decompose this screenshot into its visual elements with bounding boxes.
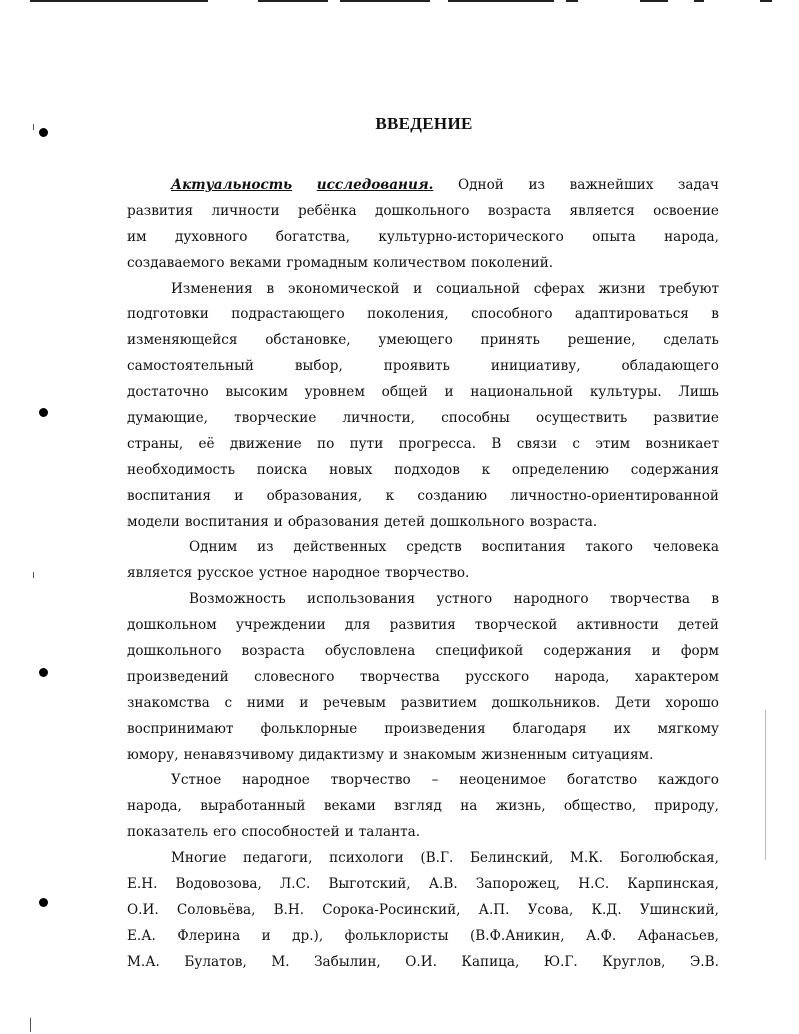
word: Водовозова, [175, 876, 262, 893]
word: Булатов, [184, 953, 247, 970]
word: речевым [323, 694, 386, 711]
word: активности [576, 617, 659, 634]
text-line [127, 846, 719, 872]
text-line [127, 380, 719, 406]
word: и [234, 487, 244, 504]
word: экономической [287, 280, 400, 297]
word: личностно-ориентированной [510, 487, 719, 504]
word: общей [381, 384, 428, 401]
text-line [127, 794, 719, 820]
word: модели [127, 513, 180, 530]
word: возникает [645, 435, 719, 452]
word: фольклористы [344, 927, 449, 944]
scan-artifact [30, 0, 208, 2]
text-line [127, 639, 719, 665]
word: творчества [359, 668, 440, 685]
text-line [127, 950, 719, 976]
word: пути [349, 435, 384, 452]
paragraph [127, 768, 719, 846]
word: Забылин, [314, 953, 381, 970]
word: дидактизму [299, 746, 384, 763]
text-line [127, 484, 719, 510]
word: О.И. [127, 901, 159, 918]
word: количеством [373, 254, 466, 271]
word: ситуациям. [571, 746, 654, 763]
word: произведений [127, 668, 229, 685]
text-line [127, 354, 719, 380]
word: М.А. [127, 953, 160, 970]
word: умеющего [378, 332, 453, 349]
word: Капица, [461, 953, 520, 970]
word: детей [677, 617, 719, 634]
word: Изменения [171, 280, 253, 297]
word: подходов [394, 461, 460, 478]
word: др.), [292, 927, 324, 944]
word: природу, [654, 798, 719, 815]
word: обладающего [621, 358, 719, 375]
word: осуществить [536, 410, 628, 427]
word: дошкольного [374, 202, 470, 219]
scan-artifact [340, 0, 430, 2]
text-line [127, 743, 719, 769]
word: поколения, [367, 306, 449, 323]
word: произведения [384, 720, 486, 737]
scan-artifact [566, 0, 578, 2]
word: изменяющейся [127, 332, 238, 349]
word: Н.С. [578, 876, 610, 893]
word: Лишь [678, 384, 719, 401]
word: Выготский, [328, 876, 411, 893]
word: В.Н. [273, 901, 305, 918]
word: его [212, 824, 237, 841]
word: социальной [435, 280, 521, 297]
word: веками [229, 254, 282, 271]
text-line [127, 432, 719, 458]
scan-artifact [258, 0, 328, 2]
word: культуры. [589, 384, 662, 401]
word: на [460, 798, 478, 815]
word: Флерина [177, 927, 241, 944]
word: русское [197, 565, 254, 582]
text-line [127, 328, 719, 354]
word: решение, [567, 332, 636, 349]
word: освоение [653, 202, 719, 219]
word: высоким [225, 384, 288, 401]
word: их [613, 720, 631, 737]
word: дошкольном [127, 617, 217, 634]
text-line [127, 277, 719, 303]
word: необходимость [127, 461, 236, 478]
word: сделать [663, 332, 719, 349]
word: ними [246, 694, 285, 711]
word: человека [652, 539, 719, 556]
word: форм [680, 643, 719, 660]
word: в [711, 306, 719, 323]
word: использования [307, 591, 416, 608]
word: культурно-исторического [378, 228, 564, 245]
word: показатель [127, 824, 208, 841]
paragraph [127, 535, 719, 587]
word: по [317, 435, 335, 452]
word: Э.В. [689, 953, 719, 970]
word: задач [678, 177, 719, 193]
word: такого [585, 539, 633, 556]
word: творчество [330, 772, 411, 789]
word: ребёнка [297, 202, 357, 219]
word: спецификой [435, 643, 524, 660]
word: громадным [286, 254, 369, 271]
word: неоценимое [459, 772, 547, 789]
word: самостоятельный [127, 358, 254, 375]
word: юмору, [127, 746, 179, 763]
scan-mark [33, 572, 34, 578]
word: взгляд [394, 798, 442, 815]
word: и [651, 643, 661, 660]
word: жизни [598, 280, 646, 297]
word: общество, [563, 798, 637, 815]
word: и [388, 746, 399, 763]
word: А.Ф. [585, 927, 617, 944]
word: сферах [533, 280, 585, 297]
punch-hole [39, 408, 48, 417]
word: Одной [458, 177, 504, 193]
word: Устное [171, 772, 222, 789]
word: думающие, [127, 410, 208, 427]
word: и [299, 694, 309, 711]
word: народное [242, 772, 310, 789]
word: устного [436, 591, 493, 608]
word: фольклорные [260, 720, 358, 737]
scan-artifact [760, 0, 772, 2]
word: (В.Г. [420, 850, 454, 867]
scan-artifact [640, 0, 668, 2]
word: психологи [329, 850, 404, 867]
text-line [127, 251, 719, 277]
word: народное [312, 565, 380, 582]
word: требуют [659, 280, 719, 297]
text-line [127, 872, 719, 898]
word: хорошо [665, 694, 719, 711]
word: детей [384, 513, 426, 530]
word: развитием [400, 694, 477, 711]
word: поколений. [470, 254, 554, 271]
paragraph [127, 173, 719, 277]
text-line [127, 173, 719, 199]
text-line [127, 768, 719, 794]
word: подготовки [127, 306, 209, 323]
word: выработанный [200, 798, 306, 815]
word: прогресса. [398, 435, 477, 452]
word: достаточно [127, 384, 209, 401]
word: веками [323, 798, 376, 815]
word: знакомым [403, 746, 477, 763]
word: Соловьёва, [176, 901, 256, 918]
word: М.К. [569, 850, 604, 867]
word: дошкольного [127, 643, 222, 660]
word: Круглов, [602, 953, 666, 970]
word: дошкольного [430, 513, 525, 530]
word: действенных [293, 539, 387, 556]
text-line [127, 458, 719, 484]
word: каждого [657, 772, 719, 789]
word: Сорока-Росинский, [322, 901, 461, 918]
word: дошкольников. [491, 694, 601, 711]
word: возраста. [529, 513, 598, 530]
word: Ю.Г. [543, 953, 578, 970]
word: Одним [189, 539, 238, 556]
word: и [273, 513, 283, 530]
word: (В.Ф.Аникин, [469, 927, 565, 944]
word: Е.А. [127, 927, 156, 944]
word: Афанасьев, [637, 927, 719, 944]
word: характером [634, 668, 719, 685]
word: созданию [417, 487, 488, 504]
word: Л.С. [279, 876, 311, 893]
word: принять [480, 332, 540, 349]
word: к [385, 487, 395, 504]
word: А.В. [428, 876, 458, 893]
scan-mark [30, 1018, 31, 1032]
word: инициативу, [490, 358, 581, 375]
word: и [444, 384, 454, 401]
text-line [127, 924, 719, 950]
word: важнейших [569, 177, 654, 193]
word: О.И. [405, 953, 437, 970]
word: содержания [543, 643, 632, 660]
text-line [127, 561, 719, 587]
word: и [261, 927, 271, 944]
word: Запорожец, [475, 876, 561, 893]
word: способны [441, 410, 510, 427]
word: учреждении [235, 617, 326, 634]
word: народного [513, 591, 589, 608]
word: А.П. [478, 901, 510, 918]
text-line [127, 406, 719, 432]
text-line [127, 820, 719, 846]
word: способного [471, 306, 553, 323]
punch-hole [39, 668, 48, 677]
scan-mark [765, 710, 766, 860]
word: поиска [256, 461, 308, 478]
text-line [127, 717, 719, 743]
word: обстановке, [265, 332, 351, 349]
word: ненавязчивому [183, 746, 294, 763]
text-line [127, 691, 719, 717]
word: таланта. [358, 824, 421, 841]
word: Карпинская, [627, 876, 719, 893]
section-heading-word: исследования. [316, 177, 434, 193]
word: новых [329, 461, 373, 478]
word: В [491, 435, 502, 452]
word: Дети [614, 694, 651, 711]
word: знакомства [127, 694, 210, 711]
word: подрастающего [231, 306, 345, 323]
word: определению [511, 461, 609, 478]
word: её [198, 435, 215, 452]
word: является [569, 202, 635, 219]
word: словесного [254, 668, 335, 685]
word: Ушинский, [639, 901, 719, 918]
scan-artifact [448, 0, 554, 2]
paragraph [127, 277, 719, 536]
word: воспитания [184, 513, 269, 530]
word: обусловлена [324, 643, 416, 660]
word: к [481, 461, 491, 478]
text-line [127, 302, 719, 328]
word: жизнь, [495, 798, 546, 815]
word: народа, [127, 798, 182, 815]
text-line [127, 510, 719, 536]
word: возраста [241, 643, 305, 660]
word: страны, [127, 435, 184, 452]
word: воспитания [127, 487, 211, 504]
word: мягкому [657, 720, 719, 737]
text-line [127, 225, 719, 251]
word: является [127, 565, 193, 582]
word: способностей [241, 824, 340, 841]
word: воспринимают [127, 720, 234, 737]
word: выбор, [294, 358, 343, 375]
text-line [127, 199, 719, 225]
paragraph [127, 587, 719, 768]
word: русского [465, 668, 530, 685]
word: богатства, [275, 228, 351, 245]
word: им [127, 228, 147, 245]
word: творчества [609, 591, 690, 608]
word: личности [211, 202, 280, 219]
word: и [344, 824, 354, 841]
word: адаптироваться [574, 306, 689, 323]
section-heading-word: Актуальность [171, 177, 293, 193]
paragraph [127, 846, 719, 975]
word: создаваемого [127, 254, 225, 271]
word: устное [258, 565, 308, 582]
word: национальной [470, 384, 574, 401]
text-line [127, 613, 719, 639]
word: содержания [630, 461, 719, 478]
word: и [413, 280, 423, 297]
word: развития [389, 617, 456, 634]
word: Усова, [527, 901, 574, 918]
word: народа, [554, 668, 610, 685]
word: развитие [653, 410, 719, 427]
word: К.Д. [591, 901, 622, 918]
word: Возможность [189, 591, 286, 608]
word: творчество. [385, 565, 470, 582]
word: из [528, 177, 545, 193]
word: личности, [342, 410, 415, 427]
word: средств [406, 539, 462, 556]
word: народа, [664, 228, 719, 245]
word: М. [271, 953, 290, 970]
word: связи [516, 435, 558, 452]
word: Е.Н. [127, 876, 158, 893]
word: в [266, 280, 275, 297]
word: образования, [266, 487, 363, 504]
word: в [711, 591, 719, 608]
text-line [127, 535, 719, 561]
word: Многие [171, 850, 227, 867]
word: из [257, 539, 274, 556]
word: уровнем [304, 384, 365, 401]
word: для [344, 617, 371, 634]
word: образования [287, 513, 380, 530]
word: богатство [567, 772, 638, 789]
word: творческой [474, 617, 558, 634]
word: педагоги, [243, 850, 313, 867]
word: творческие [234, 410, 317, 427]
word: воспитания [481, 539, 566, 556]
word: – [431, 772, 439, 789]
text-line [127, 665, 719, 691]
word: проявить [383, 358, 450, 375]
word: этим [595, 435, 631, 452]
word: Белинский, [469, 850, 554, 867]
word: жизненным [481, 746, 567, 763]
word: Боголюбская, [619, 850, 719, 867]
punch-hole [39, 898, 48, 907]
text-line [127, 587, 719, 613]
document-body [127, 173, 719, 976]
word: с [572, 435, 580, 452]
word: развития [127, 202, 194, 219]
word: с [224, 694, 233, 711]
word: возраста [487, 202, 552, 219]
page-title: ВВЕДЕНИЕ [375, 114, 473, 134]
word: движение [229, 435, 302, 452]
word: духовного [174, 228, 248, 245]
text-line [127, 898, 719, 924]
word: опыта [592, 228, 636, 245]
scan-artifact [694, 0, 704, 2]
word: благодаря [512, 720, 587, 737]
